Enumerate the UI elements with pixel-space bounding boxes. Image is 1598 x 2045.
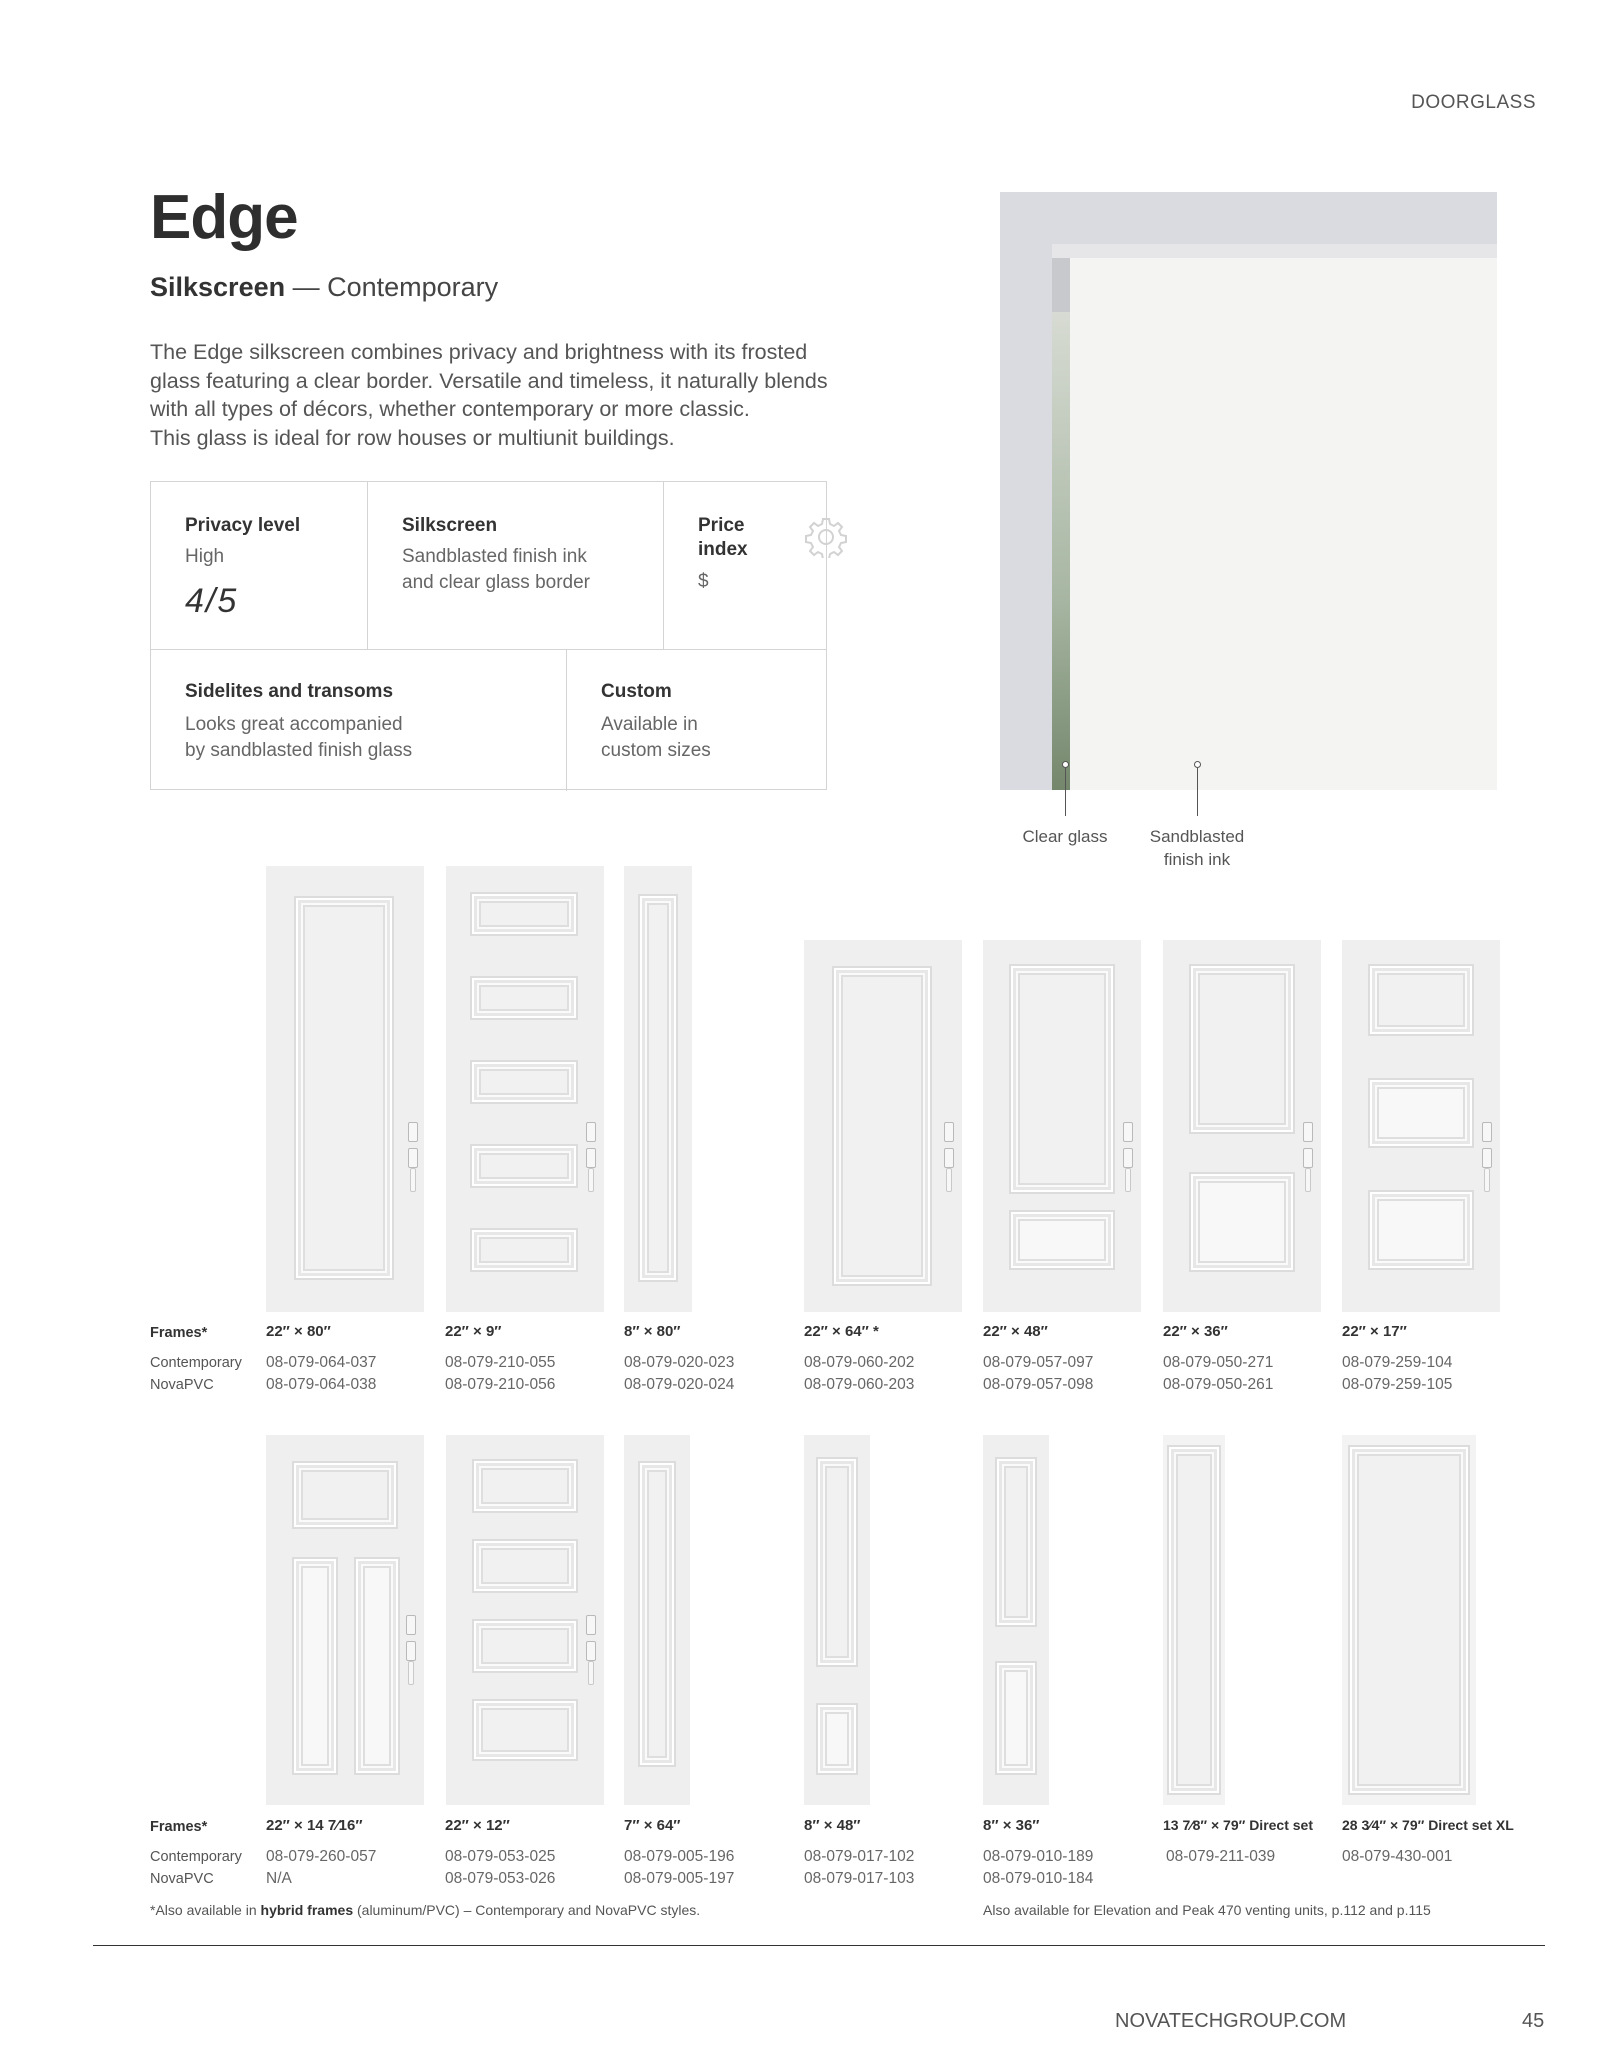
novapvc-code: N/A [266, 1870, 292, 1887]
novapvc-code: 08-079-259-105 [1342, 1376, 1453, 1393]
door-panel [356, 1559, 398, 1773]
glass-panel [472, 1230, 576, 1270]
door-handle [1482, 1122, 1492, 1192]
spec-table [150, 481, 827, 790]
door-size: 22″ × 36″ [1163, 1323, 1228, 1340]
callout-dot-sandblasted [1194, 761, 1201, 768]
callout-dot-clear-glass [1062, 761, 1069, 768]
glass-panel [474, 1701, 576, 1759]
product-description [150, 338, 870, 452]
spec-line: Sandblasted finish ink [402, 546, 587, 567]
contemporary-code: 08-079-017-102 [804, 1848, 915, 1865]
contemporary-label: Contemporary [150, 1849, 242, 1865]
door-panel [818, 1705, 856, 1773]
contemporary-code: 08-079-050-271 [1163, 1354, 1274, 1371]
door-size: 22″ × 14 7⁄16″ [266, 1817, 363, 1834]
door-panel [1011, 1212, 1113, 1268]
contemporary-code: 08-079-057-097 [983, 1354, 1094, 1371]
glass-panel [296, 898, 392, 1278]
door-panel [1370, 1192, 1472, 1268]
door-size: 8″ × 36″ [983, 1817, 1040, 1834]
contemporary-code: 08-079-430-001 [1342, 1848, 1453, 1865]
door-panel [1191, 1174, 1293, 1270]
novapvc-code: 08-079-210-056 [445, 1376, 556, 1393]
subtitle-type: Silkscreen [150, 272, 286, 302]
price-value: $ [698, 571, 709, 592]
spec-line: Available in [601, 714, 698, 735]
glass-panel [474, 1621, 576, 1671]
subtitle-style: — Contemporary [285, 272, 499, 302]
contemporary-code: 08-079-211-039 [1166, 1848, 1276, 1865]
novapvc-code: 08-079-053-026 [445, 1870, 556, 1887]
spec-row [151, 482, 826, 650]
spec-heading-line: index [698, 539, 748, 560]
venting-note: Also available for Elevation and Peak 470 venting units, p.112 and p.115 [983, 1902, 1431, 1918]
spec-heading: Silkscreen [402, 515, 498, 536]
glass-panel [640, 896, 676, 1280]
door-size: 28 3⁄4″ × 79″ Direct set XL [1342, 1817, 1514, 1833]
spec-heading: Privacy level [185, 515, 301, 536]
door-drawing [804, 940, 962, 1312]
novapvc-code: 08-079-020-024 [624, 1376, 735, 1393]
spec-price [664, 482, 828, 649]
door-drawing [1163, 940, 1321, 1312]
glass-panel [818, 1459, 856, 1665]
photo-clear-border [1052, 312, 1070, 790]
door-drawing [1342, 940, 1500, 1312]
spec-value [402, 544, 590, 596]
product-title: Edge [150, 183, 298, 252]
door-drawing [446, 866, 604, 1312]
contemporary-code: 08-079-005-196 [624, 1848, 735, 1865]
glass-panel [640, 1463, 674, 1765]
product-subtitle [150, 272, 498, 303]
glass-panel [997, 1459, 1035, 1625]
door-handle [586, 1615, 596, 1685]
door-drawing [266, 866, 424, 1312]
spec-heading: Custom [601, 681, 672, 702]
contemporary-code: 08-079-064-037 [266, 1354, 377, 1371]
glass-panel [1350, 1447, 1468, 1793]
spec-value [185, 712, 412, 764]
glass-panel [472, 894, 576, 934]
door-drawing [804, 1435, 870, 1805]
novapvc-label: NovaPVC [150, 1377, 214, 1393]
callout-line-text: Sandblasted [1149, 827, 1245, 846]
section-label: DOORGLASS [1411, 92, 1536, 113]
novapvc-code: 08-079-005-197 [624, 1870, 735, 1887]
novapvc-code: 08-079-060-203 [804, 1376, 915, 1393]
footer-rule [93, 1945, 1545, 1946]
spec-line: and clear glass border [402, 572, 590, 593]
novapvc-code: 08-079-017-103 [804, 1870, 915, 1887]
door-panel [1370, 1080, 1472, 1146]
spec-line: Looks great accompanied [185, 714, 403, 735]
novapvc-label: NovaPVC [150, 1871, 214, 1887]
spec-custom [567, 650, 828, 791]
glass-panel [474, 1461, 576, 1511]
note-suffix: (aluminum/PVC) – Contemporary and NovaPVC styles. [353, 1902, 701, 1918]
spec-silkscreen [368, 482, 664, 649]
photo-frosted-glass [1070, 258, 1497, 790]
novapvc-code: 08-079-010-184 [983, 1870, 1094, 1887]
door-size: 13 7⁄8″ × 79″ Direct set [1163, 1817, 1314, 1833]
door-handle [586, 1122, 596, 1192]
frames-label: Frames* [150, 1819, 208, 1835]
door-size: 8″ × 48″ [804, 1817, 861, 1834]
spec-row [151, 650, 826, 791]
glass-panel [474, 1541, 576, 1591]
glass-panel [472, 1062, 576, 1102]
spec-heading: Sidelites and transoms [185, 681, 394, 702]
novapvc-code: 08-079-064-038 [266, 1376, 377, 1393]
novapvc-code: 08-079-057-098 [983, 1376, 1094, 1393]
contemporary-code: 08-079-053-025 [445, 1848, 556, 1865]
description-line: with all types of décors, whether contemporary or more classic. [150, 397, 750, 421]
contemporary-code: 08-079-210-055 [445, 1354, 556, 1371]
glass-panel [472, 1146, 576, 1186]
gear-icon [805, 516, 847, 558]
door-panel [997, 1663, 1035, 1773]
door-drawing [446, 1435, 604, 1805]
spec-line: custom sizes [601, 740, 711, 761]
glass-panel [1169, 1447, 1219, 1793]
description-line: This glass is ideal for row houses or multiunit buildings. [150, 425, 675, 450]
frames-label: Frames* [150, 1325, 208, 1341]
callout-line-text: finish ink [1163, 850, 1231, 869]
door-size: 22″ × 48″ [983, 1323, 1048, 1340]
spec-line: by sandblasted finish glass [185, 740, 413, 761]
door-size: 22″ × 12″ [445, 1817, 510, 1834]
callout-sandblasted [1137, 825, 1257, 871]
door-drawing [1342, 1435, 1476, 1805]
door-size: 22″ × 17″ [1342, 1323, 1407, 1340]
description-line: glass featuring a clear border. Versatile and timeless, it naturally blends [150, 368, 828, 393]
door-handle [406, 1615, 416, 1685]
door-drawing [983, 940, 1141, 1312]
novapvc-code: 08-079-050-261 [1163, 1376, 1274, 1393]
door-drawing [1163, 1435, 1225, 1805]
contemporary-code: 08-079-260-057 [266, 1848, 377, 1865]
contemporary-code: 08-079-259-104 [1342, 1354, 1453, 1371]
hybrid-frames-note [150, 1902, 700, 1918]
note-prefix: *Also available in [150, 1902, 261, 1918]
photo-frame-edge [1052, 244, 1497, 258]
spec-privacy [151, 482, 368, 649]
callout-clear-glass: Clear glass [1022, 827, 1108, 846]
page-number: 45 [1522, 2010, 1545, 2032]
contemporary-code: 08-079-010-189 [983, 1848, 1094, 1865]
door-handle [1303, 1122, 1313, 1192]
glass-panel [294, 1463, 396, 1527]
glass-panel [472, 978, 576, 1018]
door-handle [408, 1122, 418, 1192]
door-size: 22″ × 80″ [266, 1323, 331, 1340]
spec-value [601, 712, 711, 764]
contemporary-code: 08-079-020-023 [624, 1354, 735, 1371]
door-size: 8″ × 80″ [624, 1323, 681, 1340]
callout-line-sandblasted [1197, 768, 1198, 816]
door-drawing [266, 1435, 424, 1805]
door-drawing [983, 1435, 1049, 1805]
glass-panel [1011, 966, 1113, 1192]
glass-panel [834, 968, 930, 1284]
door-size: 22″ × 64″ * [804, 1323, 879, 1340]
note-bold: hybrid frames [260, 1902, 354, 1918]
glass-panel [1191, 966, 1293, 1132]
door-handle [1123, 1122, 1133, 1192]
description-line: The Edge silkscreen combines privacy and brightness with its frosted [150, 340, 808, 364]
door-panel [294, 1559, 336, 1773]
door-size: 7″ × 64″ [624, 1817, 681, 1834]
door-handle [944, 1122, 954, 1192]
glass-panel [1370, 966, 1472, 1034]
footer-website[interactable]: NOVATECHGROUP.COM [1115, 2010, 1347, 2032]
spec-heading-line: Price [698, 515, 745, 536]
door-drawing [624, 866, 692, 1312]
callout-line-clear-glass [1065, 768, 1066, 816]
spec-heading [698, 514, 798, 562]
door-size: 22″ × 9″ [445, 1323, 502, 1340]
spec-sidelites [151, 650, 567, 791]
privacy-rating: 4/5 [185, 582, 239, 620]
contemporary-label: Contemporary [150, 1355, 242, 1371]
product-photo [1000, 192, 1497, 790]
door-drawing [624, 1435, 690, 1805]
contemporary-code: 08-079-060-202 [804, 1354, 915, 1371]
spec-value: High [185, 546, 225, 567]
